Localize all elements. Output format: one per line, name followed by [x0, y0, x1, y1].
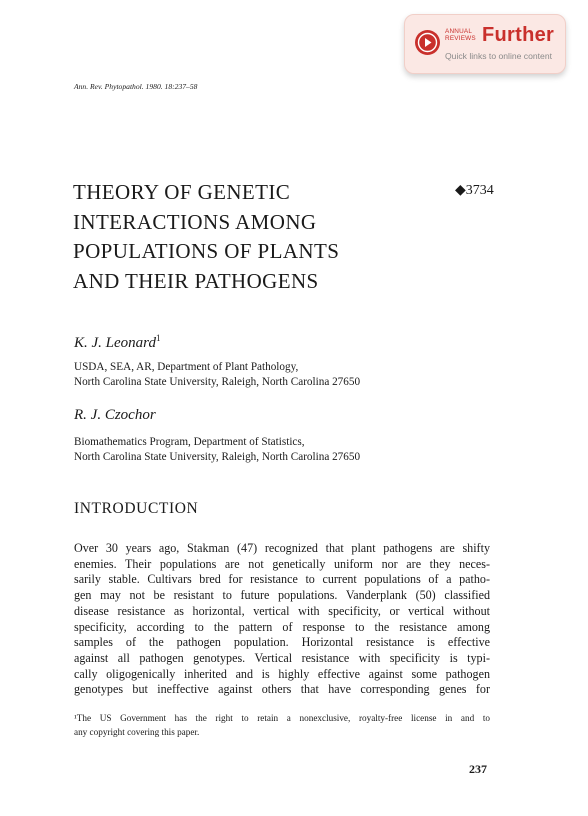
- journal-citation: Ann. Rev. Phytopathol. 1980. 18:237–58: [74, 82, 198, 91]
- further-badge[interactable]: [404, 14, 566, 74]
- article-title: [73, 178, 403, 296]
- title-line: INTERACTIONS AMONG: [73, 209, 317, 234]
- body-line: sarily stable. Cultivars bred for resistance to current populations of a patho-: [74, 572, 490, 587]
- author-footnote-mark: 1: [155, 333, 161, 343]
- body-line: cally oligogenically inherited and is highly effective against some pathogen: [74, 666, 490, 681]
- author-name-text: R. J. Czochor: [74, 407, 156, 423]
- footnote-line: ¹The US Government has the right to retain a nonexclusive, royalty-free license in and to: [74, 713, 490, 723]
- author-name-text: K. J. Leonard: [74, 335, 156, 351]
- body-line: Over 30 years ago, Stakman (47) recognized that plant pathogens are shifty: [74, 541, 490, 555]
- badge-brand-line1: ANNUAL: [445, 28, 473, 35]
- section-heading: INTRODUCTION: [74, 500, 199, 517]
- body-line: enemies. Their populations are not genetically uniform nor are they neces-: [74, 556, 490, 571]
- affiliation-line: USDA, SEA, AR, Department of Plant Pathology,: [74, 361, 299, 373]
- author-name: [74, 333, 160, 352]
- body-line: samples of the pathogen population. Horizontal resistance is effective: [74, 635, 490, 650]
- title-line: AND THEIR PATHOGENS: [73, 268, 319, 293]
- badge-title[interactable]: Further: [482, 24, 555, 46]
- author-name: [74, 407, 156, 424]
- body-line: gen may not be resistant to future populations. Vanderplank (50) classified: [74, 588, 490, 603]
- footnote-line: any copyright covering this paper.: [74, 726, 200, 737]
- body-line: disease resistance as horizontal, vertical with specificity, or vertical without: [74, 603, 490, 618]
- title-line: POPULATIONS OF PLANTS: [73, 239, 340, 263]
- affiliation-line: Biomathematics Program, Department of Statistics,: [74, 436, 305, 448]
- body-paragraph: [74, 541, 490, 698]
- affiliation-line: North Carolina State University, Raleigh, North Carolina 27650: [74, 451, 361, 463]
- body-line: against all pathogen genotypes. Vertical resistance with specificity is typi-: [74, 650, 490, 665]
- badge-brand-line2: REVIEWS: [445, 35, 476, 43]
- author-affiliation: [74, 435, 360, 465]
- footnote: [74, 712, 490, 739]
- play-arrow-icon: [415, 30, 440, 55]
- document-number: ◆3734: [455, 183, 494, 198]
- badge-subtitle[interactable]: Quick links to online content: [445, 51, 553, 61]
- body-line: genotypes but ineffective against others that have corresponding genes for: [74, 682, 490, 697]
- body-line: specificity, according to the pattern of response to the resistance among: [74, 619, 490, 634]
- title-line: THEORY OF GENETIC: [73, 180, 291, 204]
- badge-brand: [445, 28, 481, 43]
- author-affiliation: [74, 360, 360, 390]
- affiliation-line: North Carolina State University, Raleigh, North Carolina 27650: [74, 376, 361, 388]
- page-number: 237: [469, 762, 487, 776]
